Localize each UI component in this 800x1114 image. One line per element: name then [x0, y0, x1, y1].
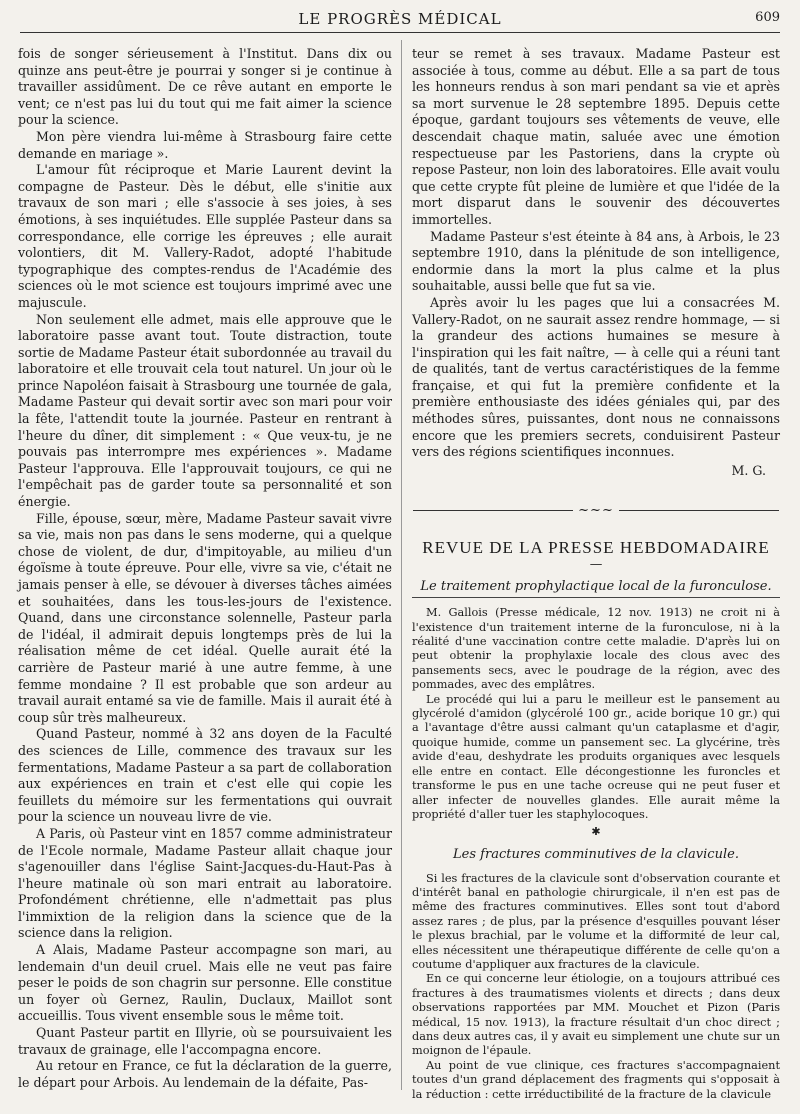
paragraph: fois de songer sérieusement à l'Institut. Dans dix ou quinze ans peut-être je pourrai y songer si je continue à travailler assidûment. De ce rêve autant en emporte le vent; ce n'est pas lui du tout qui me fait aimer la science pour la science.: [18, 46, 392, 128]
paragraph: Mon père viendra lui-même à Strasbourg faire cette demande en mariage ».: [18, 128, 392, 161]
paragraph: Au retour en France, ce fut la déclaration de la guerre, le départ pour Arbois. Au lendemain de la défaite, Pas-: [18, 1058, 392, 1090]
paragraph: Après avoir lu les pages que lui a consacrées M. Vallery-Radot, on ne saurait assez rendre hommage, — si la grandeur des actions humaines se mesure à l'inspiration qui les fait naître, — à celle qui a réuni tant de qualités, tant de vertus caractéristiques de la femme française, et qui fut la première confidente et la première enthousiaste des idées géniales qui, par des méthodes sûres, puissantes, dont nous ne connaissons encore que les premiers secrets, conduisirent Pasteur vers des régions scientifiques inconnues.: [412, 294, 780, 460]
paragraph: Quant Pasteur partit en Illyrie, où se poursuivaient les travaux de grainage, elle l'accompagna encore.: [18, 1025, 392, 1057]
ornament-rule: [619, 510, 779, 511]
paragraph: Quand Pasteur, nommé à 32 ans doyen de la Faculté des sciences de Lille, commence des travaux sur les fermentations, Madame Pasteur a sa part de collaboration aux expériences en train et c'est elle qui copie les feuillets du mémoire sur les fermentations qui ouvrait pour la science un nouveau livre de vie.: [18, 726, 392, 825]
right-column: [412, 46, 780, 1102]
star-separator: ✱: [591, 825, 601, 839]
paragraph: Fille, épouse, sœur, mère, Madame Pasteur savait vivre sa vie, mais non pas dans le sens moderne, qui a quelque chose de violent, de dur, d'impitoyable, au milieu d'un égoïsme à toute épreuve. Pour elle, vivre sa vie, c'était ne jamais penser à elle, se dévouer à diverses tâches aimées et souhaitées, dans les tous-les-jours de l'existence. Quand, dans une circonstance solennelle, Pasteur parla de l'idéal, il admirait depuis longtemps près de lui la réalisation même de cet idéal. Quelle aurait été la carrière de Pasteur marié à une autre femme, à une femme mondaine ? Il est probable que son ardeur au travail aurait entamé sa vie de famille. Mais il aurait été à coup sûr très malheureux.: [18, 510, 392, 725]
subsection-title: Les fractures comminutives de la clavicule.: [453, 846, 739, 862]
journal-title: LE PROGRÈS MÉDICAL: [298, 10, 502, 28]
ornament-glyph: ~~~: [578, 503, 614, 519]
paragraph: A Alais, Madame Pasteur accompagne son mari, au lendemain d'un deuil cruel. Mais elle ne veut pas faire peser le poids de son chagrin sur personne. Elle constitue un foyer où Gernez, Raulin, Duclaux, Maillot sont accueillis. Tous vivent ensemble sous le même toit.: [18, 942, 392, 1024]
section-title: REVUE DE LA PRESSE HEBDOMADAIRE: [422, 538, 770, 558]
paragraph: M. Gallois (Presse médicale, 12 nov. 1913) ne croit ni à l'existence d'un traitement interne de la furonculose, ni à la réalité d'une vaccination contre cette maladie. D'après lui on peut obtenir la prophylaxie locale des clous avec des pansements secs, avec le poudrage de la région, avec des pommades, avec des emplâtres.: [412, 606, 780, 692]
paragraph: Madame Pasteur s'est éteinte à 84 ans, à Arbois, le 23 septembre 1910, dans la plénitude de son intelligence, endormie dans la mort la plus calme et la plus souhaitable, aussi belle que fut sa vie.: [412, 228, 780, 294]
running-head: [20, 8, 780, 33]
section-ornament: [412, 503, 780, 520]
paragraph: teur se remet à ses travaux. Madame Pasteur est associée à tous, comme au début. Elle a sa part de tous les honneurs rendus à son mari pendant sa vie et après sa mort survenue le 28 septembre 1895. Depuis cette époque, gardant toujours ses vêtements de veuve, elle descendait chaque matin, saluée avec une émotion respectueuse par les Pastoriens, dans la crypte où repose Pasteur, non loin des laboratoires. Elle avait voulu que cette crypte fût pleine de lumière et que l'idée de la mort disparut dans le souvenir des découvertes immortelles.: [412, 46, 780, 227]
paragraph: En ce qui concerne leur étiologie, on a toujours attribué ces fractures à des traumatismes violents et directs ; dans deux observations rapportées par MM. Mouchet et Pizon (Paris médical, 15 nov. 1913), la fracture résultait d'un choc direct ; dans deux autres cas, il y avait eu simplement une chute sur un moignon de l'épaule.: [412, 972, 780, 1058]
paragraph: Non seulement elle admet, mais elle approuve que le laboratoire passe avant tout. Toute distraction, toute sortie de Madame Pasteur était subordonnée au travail du laboratoire et elle trouvait cela tout naturel. Un jour où le prince Napoléon faisait à Strasbourg une tournée de gala, Madame Pasteur qui devait sortir avec son mari pour voir la fête, l'attendit toute la journée. Pasteur en rentrant à l'heure du dîner, dit simplement : « Que veux-tu, je ne pouvais pas interrompre mes expériences ». Madame Pasteur l'approuva. Elle l'approuvait toujours, ce qui ne l'empêchait pas de garder toute sa personnalité et son énergie.: [18, 311, 392, 510]
page-number: 609: [755, 10, 780, 25]
left-column: [18, 46, 392, 1091]
paragraph: Le procédé qui lui a paru le meilleur est le pansement au glycérolé d'amidon (glycérolé 100 gr., acide borique 10 gr.) qui a l'avantage d'être aussi calmant qu'un cataplasme et d'agir, quoique humide, comme un pansement sec. La glycérine, très avide d'eau, deshydrate les produits organiques avec lesquels elle entre en contact. Elle décongestionne les furoncles et transforme le pus en une tache ocreuse qui ne peut fuser et aller infecter de nouvelles glandes. Elle aurait même la propriété d'aller tuer les staphylocoques.: [412, 692, 780, 821]
column-divider: [401, 40, 402, 1090]
paragraph: L'amour fût réciproque et Marie Laurent devint la compagne de Pasteur. Dès le début, elle s'initie aux travaux de son mari ; elle s'associe à ses joies, à ses émotions, à ses inquiétudes. Elle supplée Pasteur dans sa correspondance, elle corrige les épreuves ; elle aurait volontiers, dit M. Vallery-Radot, adopté l'habitude typographique des comptes-rendus de l'Académie des sciences où le mot science est toujours imprimé avec une majuscule.: [18, 162, 392, 310]
paragraph: Si les fractures de la clavicule sont d'observation courante et d'intérêt banal en pathologie chirurgicale, il n'en est pas de même des fractures comminutives. Elles sont tout d'abord assez rares ; de plus, par la présence d'esquilles pouvant léser le plexus brachial, par le volume et la difformité de leur cal, elles nécessitent une thérapeutique différente de celle qu'on a coutume d'appliquer aux fractures de la clavicule.: [412, 871, 780, 971]
subsection-body: [412, 872, 780, 1103]
section-dash: —: [589, 555, 603, 571]
paragraph: Au point de vue clinique, ces fractures s'accompagnaient toutes d'un grand déplacement des fragments qui s'opposait à la réduction : cette irréductibilité de la fracture de la clavicule: [412, 1058, 780, 1101]
subsection-title: Le traitement prophylactique local de la furonculose.: [412, 579, 780, 599]
ornament-rule: [413, 510, 573, 511]
subsection-body: [412, 606, 780, 822]
paragraph: A Paris, où Pasteur vint en 1857 comme administrateur de l'Ecole normale, Madame Pasteur allait chaque jour s'agenouiller dans l'église Saint-Jacques-du-Haut-Pas à l'heure matinale où son mari entrait au laboratoire. Profondément chrétienne, elle n'admettait pas plus l'immixtion de la religion dans la science que de la science dans la religion.: [18, 825, 392, 941]
article-signature: M. G.: [731, 462, 766, 478]
